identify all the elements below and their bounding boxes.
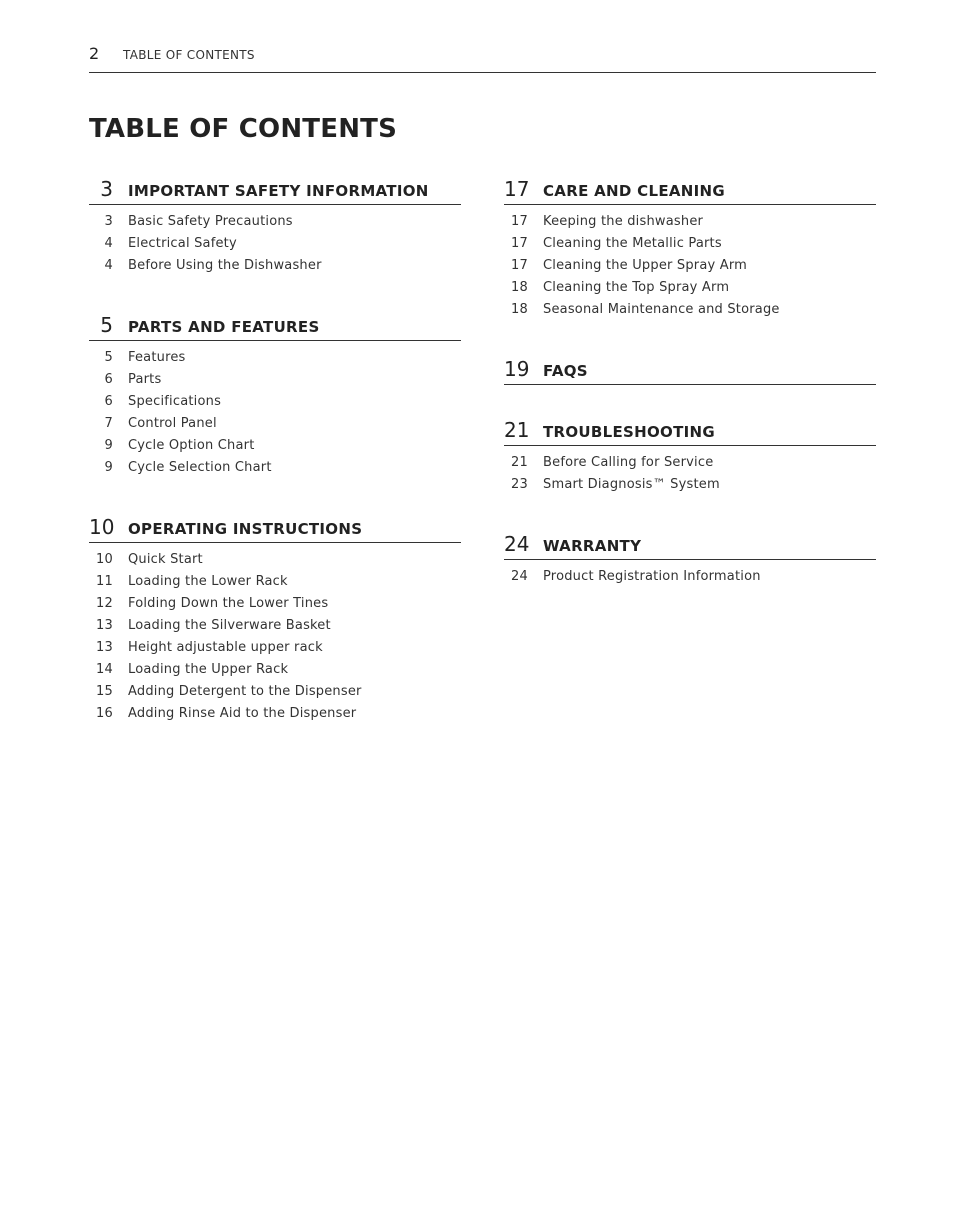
- entry-label: Control Panel: [128, 416, 217, 431]
- toc-entry[interactable]: [89, 596, 461, 618]
- entry-page-number: 4: [104, 236, 113, 251]
- entry-label: Features: [128, 350, 186, 365]
- section-spacer: [504, 324, 876, 356]
- entry-label: Cleaning the Top Spray Arm: [543, 280, 730, 295]
- toc-entry[interactable]: [504, 477, 876, 499]
- entry-page-number: 17: [511, 236, 528, 251]
- section-title: IMPORTANT SAFETY INFORMATION: [128, 182, 429, 200]
- entry-label: Smart Diagnosis™ System: [543, 477, 720, 492]
- entry-page-number: 13: [96, 618, 113, 633]
- toc-entry[interactable]: [504, 280, 876, 302]
- entry-label: Keeping the dishwasher: [543, 214, 704, 229]
- toc-entry[interactable]: [89, 394, 461, 416]
- toc-entry[interactable]: [504, 455, 876, 477]
- section-spacer: [89, 280, 461, 312]
- section-spacer: [89, 482, 461, 514]
- entry-label: Quick Start: [128, 552, 203, 567]
- section-spacer: [504, 499, 876, 531]
- entry-label: Loading the Silverware Basket: [128, 618, 331, 633]
- toc-entry[interactable]: [504, 214, 876, 236]
- entry-page-number: 6: [104, 394, 113, 409]
- entry-label: Loading the Upper Rack: [128, 662, 289, 677]
- entry-page-number: 4: [104, 258, 113, 273]
- entry-label: Adding Detergent to the Dispenser: [128, 684, 362, 699]
- toc-entry[interactable]: [89, 214, 461, 236]
- toc-section-parts: [89, 312, 461, 482]
- page-title: TABLE OF CONTENTS: [89, 114, 398, 144]
- toc-section-header[interactable]: [504, 531, 876, 560]
- toc-entry[interactable]: [89, 236, 461, 258]
- toc-section-troubleshooting: [504, 417, 876, 499]
- toc-section-header[interactable]: [89, 176, 461, 205]
- toc-entry[interactable]: [504, 569, 876, 591]
- entry-label: Cycle Selection Chart: [128, 460, 272, 475]
- section-page-number: 21: [504, 418, 530, 442]
- toc-entry-list: [89, 543, 461, 728]
- toc-section-care: [504, 176, 876, 324]
- toc-entry[interactable]: [89, 618, 461, 640]
- toc-entry[interactable]: [89, 460, 461, 482]
- toc-section-safety: [89, 176, 461, 280]
- running-title: TABLE OF CONTENTS: [123, 48, 255, 62]
- toc-entry[interactable]: [89, 574, 461, 596]
- section-title: TROUBLESHOOTING: [543, 423, 715, 441]
- toc-left-column: [89, 176, 461, 728]
- toc-section-header[interactable]: [504, 356, 876, 385]
- entry-page-number: 10: [96, 552, 113, 567]
- section-title: PARTS AND FEATURES: [128, 318, 320, 336]
- entry-label: Electrical Safety: [128, 236, 237, 251]
- toc-right-column: [504, 176, 876, 591]
- section-title: FAQS: [543, 362, 588, 380]
- entry-label: Cleaning the Upper Spray Arm: [543, 258, 748, 273]
- entry-label: Cleaning the Metallic Parts: [543, 236, 722, 251]
- toc-entry[interactable]: [89, 372, 461, 394]
- entry-label: Before Using the Dishwasher: [128, 258, 322, 273]
- toc-section-header[interactable]: [504, 176, 876, 205]
- toc-entry[interactable]: [89, 552, 461, 574]
- toc-entry[interactable]: [89, 258, 461, 280]
- section-page-number: 19: [504, 357, 530, 381]
- entry-page-number: 16: [96, 706, 113, 721]
- entry-label: Parts: [128, 372, 162, 387]
- toc-entry[interactable]: [504, 236, 876, 258]
- toc-entry[interactable]: [89, 662, 461, 684]
- entry-page-number: 7: [104, 416, 113, 431]
- toc-section-faqs: [504, 356, 876, 385]
- entry-page-number: 18: [511, 280, 528, 295]
- section-page-number: 3: [100, 177, 113, 201]
- toc-section-header[interactable]: [504, 417, 876, 446]
- running-header: [89, 42, 876, 73]
- section-page-number: 5: [100, 313, 113, 337]
- entry-label: Loading the Lower Rack: [128, 574, 288, 589]
- toc-entry[interactable]: [89, 350, 461, 372]
- toc-entry-list: [89, 341, 461, 482]
- section-page-number: 24: [504, 532, 530, 556]
- entry-page-number: 18: [511, 302, 528, 317]
- toc-entry-list: [89, 205, 461, 280]
- toc-section-warranty: [504, 531, 876, 591]
- toc-entry-list: [504, 560, 876, 591]
- section-title: OPERATING INSTRUCTIONS: [128, 520, 363, 538]
- section-page-number: 10: [89, 515, 115, 539]
- entry-label: Folding Down the Lower Tines: [128, 596, 329, 611]
- entry-page-number: 14: [96, 662, 113, 677]
- page-number: 2: [89, 44, 100, 63]
- section-spacer: [504, 385, 876, 417]
- entry-label: Specifications: [128, 394, 222, 409]
- entry-page-number: 17: [511, 258, 528, 273]
- section-page-number: 17: [504, 177, 530, 201]
- entry-label: Height adjustable upper rack: [128, 640, 323, 655]
- toc-entry-list: [504, 205, 876, 324]
- entry-page-number: 3: [104, 214, 113, 229]
- entry-page-number: 15: [96, 684, 113, 699]
- toc-section-operating: [89, 514, 461, 728]
- entry-page-number: 23: [511, 477, 528, 492]
- toc-section-header[interactable]: [89, 514, 461, 543]
- entry-label: Cycle Option Chart: [128, 438, 255, 453]
- toc-entry[interactable]: [89, 706, 461, 728]
- toc-entry[interactable]: [89, 684, 461, 706]
- entry-page-number: 17: [511, 214, 528, 229]
- entry-page-number: 12: [96, 596, 113, 611]
- toc-entry[interactable]: [89, 416, 461, 438]
- toc-entry[interactable]: [504, 258, 876, 280]
- entry-page-number: 24: [511, 569, 528, 584]
- toc-entry[interactable]: [89, 640, 461, 662]
- entry-label: Product Registration Information: [543, 569, 761, 584]
- toc-entry-list: [504, 446, 876, 499]
- entry-label: Seasonal Maintenance and Storage: [543, 302, 780, 317]
- toc-entry[interactable]: [89, 438, 461, 460]
- entry-label: Basic Safety Precautions: [128, 214, 293, 229]
- entry-label: Before Calling for Service: [543, 455, 714, 470]
- toc-entry[interactable]: [504, 302, 876, 324]
- section-title: WARRANTY: [543, 537, 642, 555]
- toc-section-header[interactable]: [89, 312, 461, 341]
- entry-page-number: 9: [104, 460, 113, 475]
- entry-page-number: 11: [96, 574, 113, 589]
- entry-page-number: 21: [511, 455, 528, 470]
- entry-label: Adding Rinse Aid to the Dispenser: [128, 706, 357, 721]
- entry-page-number: 9: [104, 438, 113, 453]
- entry-page-number: 5: [104, 350, 113, 365]
- section-title: CARE AND CLEANING: [543, 182, 725, 200]
- entry-page-number: 13: [96, 640, 113, 655]
- entry-page-number: 6: [104, 372, 113, 387]
